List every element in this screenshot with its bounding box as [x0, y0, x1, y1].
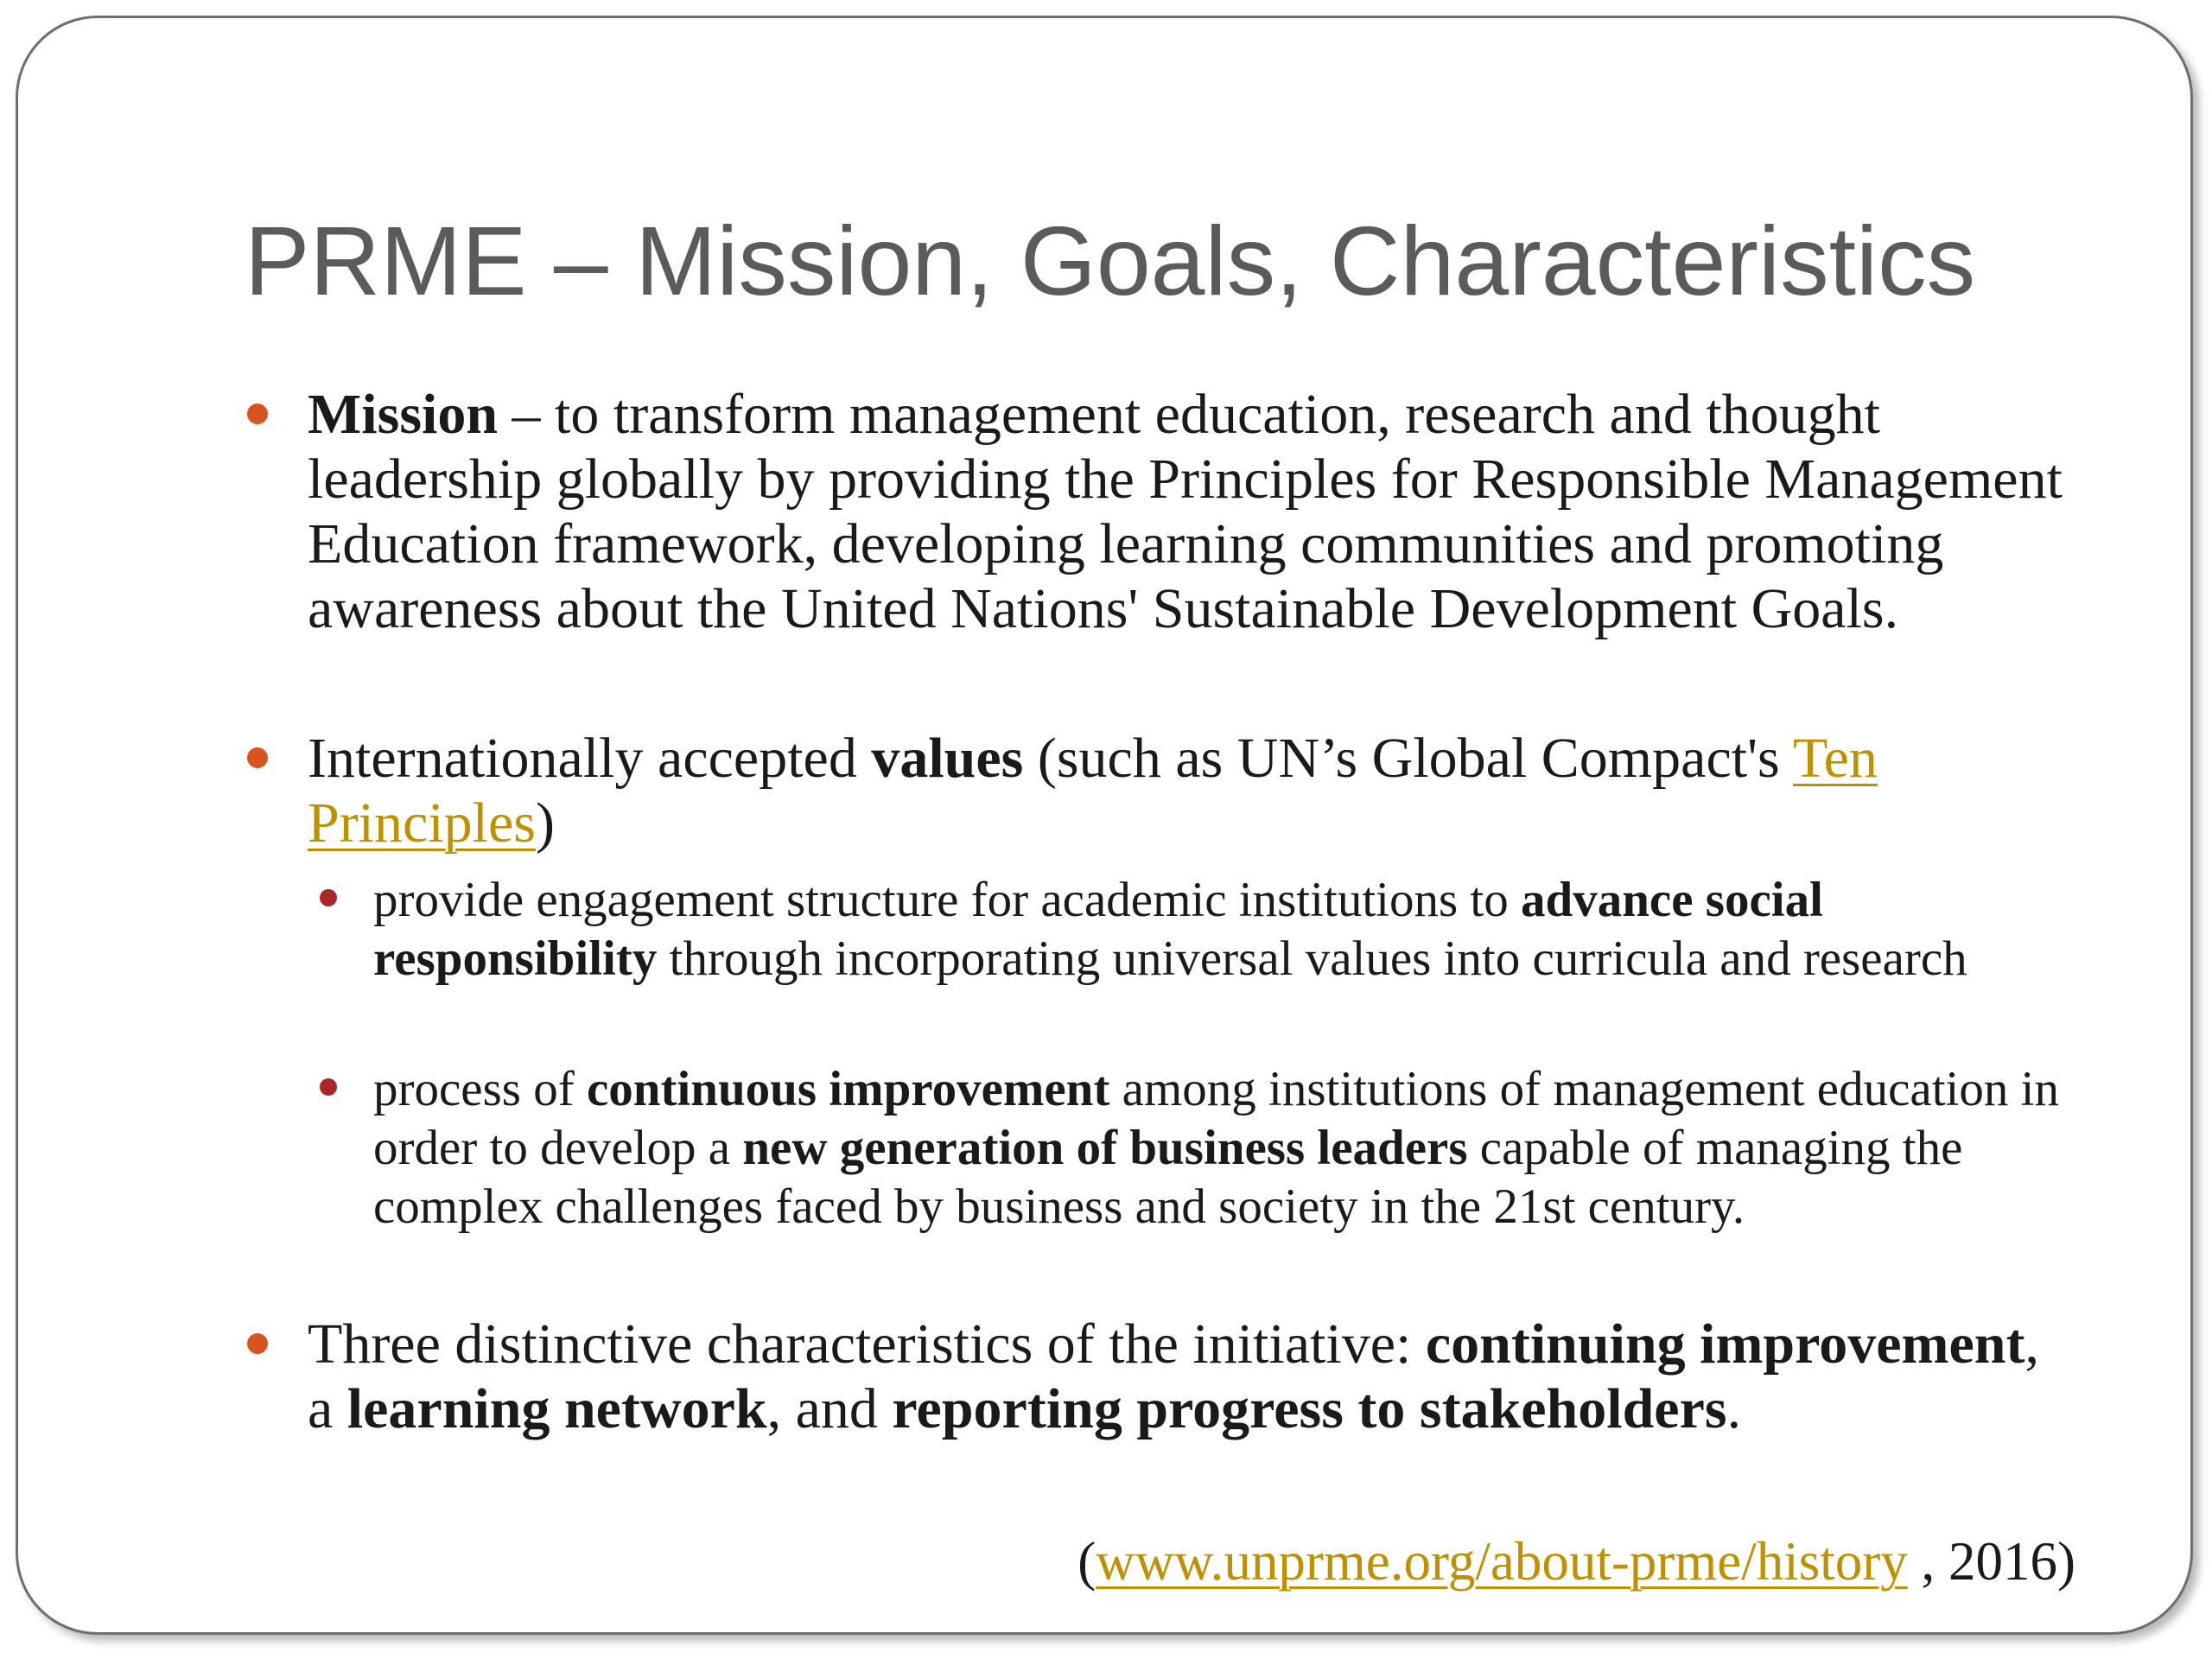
bullet-text: Internationally accepted	[308, 727, 872, 790]
bullet-text: , and	[766, 1377, 893, 1440]
bullet-bold-text: new generation of business leaders	[742, 1121, 1468, 1175]
slide-title: PRME – Mission, Goals, Characteristics	[245, 207, 1976, 315]
ten-principles-link[interactable]: Ten Principles	[308, 727, 1878, 855]
bullet-text: among institutions of management education in order to develop a	[373, 1062, 2059, 1175]
bullet-dot-icon	[247, 404, 268, 424]
sub-bullet-dot-icon	[320, 1078, 337, 1096]
bullet-bold-text: learning network	[346, 1377, 767, 1440]
citation-tail: , 2016)	[1907, 1531, 2075, 1592]
bullet-bold-text: reporting progress to stakeholders	[892, 1377, 1727, 1440]
bullet-mission	[308, 382, 2070, 641]
bullet-text: (such as UN’s Global Compact's	[1023, 727, 1793, 790]
bullet-bold-text: advance social responsibility	[373, 873, 1823, 986]
bullet-text: capable of managing the complex challenges faced by business and society in the 21st century.	[373, 1121, 1963, 1234]
bullet-text: provide engagement structure for academic institutions to	[373, 873, 1522, 927]
bullet-dot-icon	[247, 747, 268, 768]
bullet-text: process of	[373, 1062, 587, 1116]
sub-bullet-engagement	[373, 871, 2101, 988]
bullet-text: through incorporating universal values into curricula and research	[657, 931, 1967, 986]
bullet-text: , a	[308, 1313, 2039, 1440]
sub-bullet-dot-icon	[320, 889, 337, 906]
bullet-values	[308, 726, 2070, 855]
bullet-dot-icon	[247, 1333, 268, 1354]
bullet-text: Three distinctive characteristics of the initiative:	[308, 1313, 1426, 1376]
citation-open: (	[1077, 1531, 1096, 1592]
bullet-bold-text: values	[871, 727, 1024, 790]
bullet-text: .	[1726, 1377, 1742, 1440]
source-link[interactable]: www.unprme.org/about-prme/history	[1096, 1531, 1908, 1592]
bullet-bold-text: continuous improvement	[586, 1062, 1110, 1116]
sub-bullet-improvement	[373, 1060, 2101, 1236]
bullet-characteristics	[308, 1312, 2070, 1441]
source-citation	[1077, 1531, 2075, 1592]
bullet-text: )	[535, 791, 555, 855]
bullet-bold-text: continuing improvement	[1425, 1313, 2025, 1376]
bullet-text: – to transform management education, research and thought leadership globally by providing the Principles for Responsible Management Education framework, developing learning communities and promoting awareness about the United Nations' Sustainable Development Goals.	[308, 383, 2063, 640]
bullet-bold-text: Mission	[308, 383, 499, 446]
